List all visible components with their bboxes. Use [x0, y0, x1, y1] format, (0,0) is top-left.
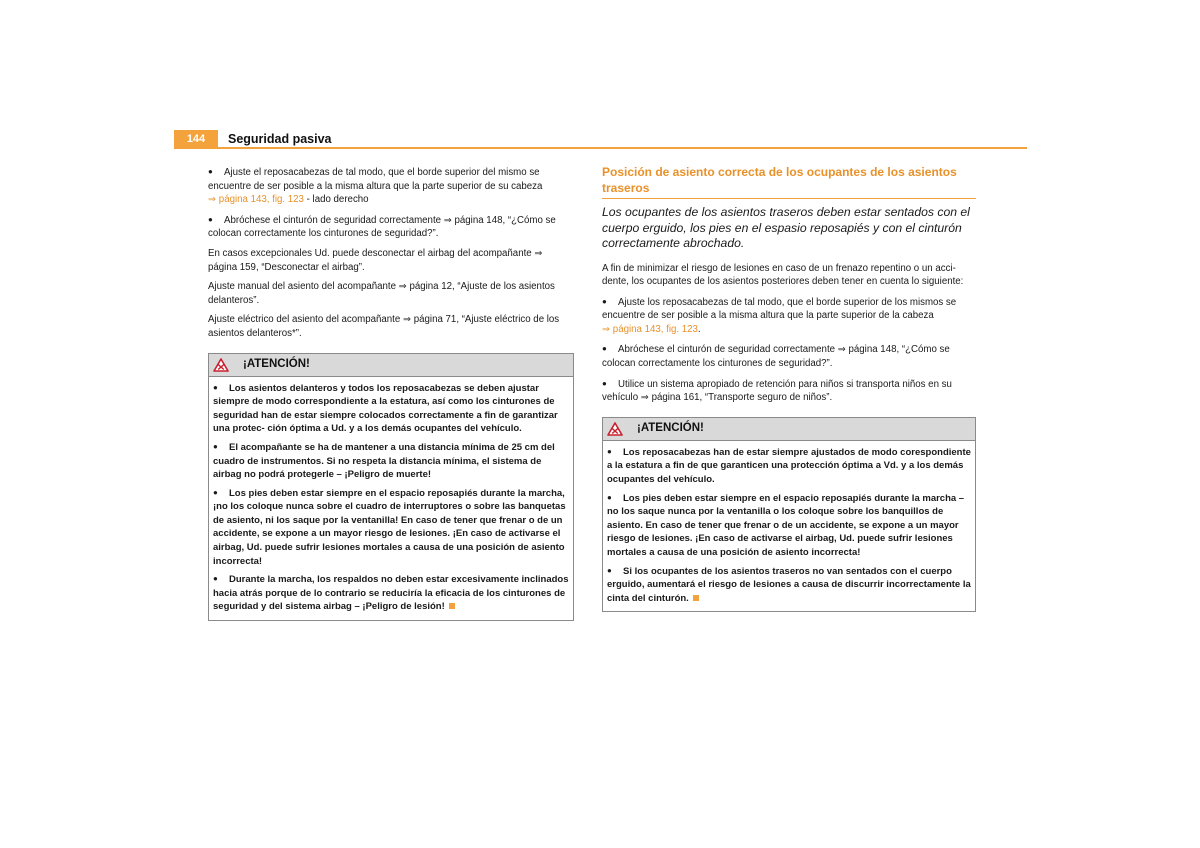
warning-text: Si los ocupantes de los asientos traseros no van sentados con el cuerpo erguido, aumentará el riesgo de lesiones a causa de discurrir incorrectamente la cinta del cinturón.: [607, 565, 971, 604]
right-column: [602, 165, 976, 612]
bullet-icon: ●: [607, 492, 612, 502]
page-link[interactable]: ⇒ página 143, fig. 123: [208, 194, 304, 206]
bullet-icon: ●: [213, 382, 218, 392]
intro-paragraph: A fin de minimizar el riesgo de lesiones en caso de un frenazo repentino o un acci- dente, los ocupantes de los asientos posteriores deben tener en cuenta lo siguiente:: [602, 262, 964, 288]
bullet-item: [208, 213, 574, 241]
bullet-item: [602, 377, 976, 405]
warning-title: ¡ATENCIÓN!: [243, 357, 310, 370]
warning-box: [208, 353, 574, 622]
bullet-icon: ●: [208, 214, 213, 224]
bullet-item: [602, 295, 976, 337]
end-marker-icon: [693, 595, 699, 601]
warning-triangle-icon: [213, 358, 229, 372]
warning-text: El acompañante se ha de mantener a una distancia mínima de 25 cm del cuadro de instrumentos. Si no respeta la distancia mínima, el sistema de airbag no podrá protegerle – ¡Peligro de muerte!: [213, 441, 555, 481]
warning-item: [213, 381, 569, 436]
bullet-icon: ●: [607, 565, 612, 575]
bullet-icon: ●: [213, 487, 218, 497]
warning-item: [213, 572, 569, 614]
bullet-icon: ●: [602, 378, 607, 388]
warning-item: [607, 491, 971, 560]
warning-body: [603, 441, 975, 612]
bullet-text: Ajuste los reposacabezas de tal modo, que el borde superior de los mismos se encuentre de ser posible a la misma altura que la parte superior de la cabeza: [602, 296, 957, 322]
warning-item: [213, 440, 569, 482]
bullet-icon: ●: [213, 441, 218, 451]
header-rule: [174, 147, 1027, 149]
bullet-item: [208, 165, 574, 207]
warning-header: [209, 354, 573, 377]
paragraph: En casos excepcionales Ud. puede desconectar el airbag del acompañante ⇒ página 159, “Desconectar el airbag”.: [208, 247, 543, 273]
page-link[interactable]: ⇒ página 143, fig. 123: [602, 323, 698, 335]
end-marker-icon: [449, 603, 455, 609]
bullet-text: Abróchese el cinturón de seguridad correctamente ⇒ página 148, “¿Cómo se colocan correctamente los cinturones de seguridad?”.: [208, 214, 556, 240]
chapter-title: Seguridad pasiva: [228, 132, 332, 146]
bullet-tail: .: [697, 323, 701, 335]
bullet-icon: ●: [208, 167, 213, 176]
lead-paragraph: Los ocupantes de los asientos traseros deben estar sentados con el cuerpo erguido, los pies en el espasio reposapiés y con el cinturón correctamente abrochado.: [602, 205, 970, 250]
warning-title: ¡ATENCIÓN!: [637, 422, 704, 435]
warning-item: [607, 564, 971, 606]
left-column: [208, 165, 574, 621]
warning-body: [209, 377, 573, 621]
bullet-text: Ajuste el reposacabezas de tal modo, que el borde superior del mismo se encuentre de ser posible a la misma altura que la parte superior de su cabeza: [208, 167, 543, 192]
warning-text: Los reposacabezas han de estar siempre ajustados de modo corespondiente a la estatura a fin de que garanticen una protección óptima a Vd. y a los demás ocupantes del vehículo.: [607, 446, 971, 486]
warning-text: Los asientos delanteros y todos los reposacabezas se deben ajustar siempre de modo correspondiente a la estatura, así como los cinturones de seguridad han de estar siempre colocados correctamente a fin de garantizar una protec- ción óptima a Ud. y a los demás ocupantes del vehículo.: [213, 382, 558, 435]
warning-triangle-icon: [607, 422, 623, 436]
bullet-icon: ●: [213, 574, 218, 584]
warning-text: Durante la marcha, los respaldos no deben estar excesivamente inclinados hacia atrás porque de lo contrario se reduciría la eficacia de los cinturones de seguridad y del sistema airbag – ¡Peligro de lesión!: [213, 574, 569, 613]
bullet-text: Abróchese el cinturón de seguridad correctamente ⇒ página 148, “¿Cómo se colocan correctamente los cinturones de seguridad?”.: [602, 344, 950, 370]
warning-item: [607, 445, 971, 487]
warning-text: Los pies deben estar siempre en el espacio reposapiés durante la marcha, ¡no los coloque nunca sobre el cuadro de interruptores o sobre las banquetas de asiento, ni los saque por la ventanilla! En caso de tener que frenar o de un accidente, se expone a un mayor riesgo de lesiones. ¡En caso de activarse el airbag, Ud. puede sufrir lesiones mortales a causa de una posición de asiento incorrecta!: [213, 487, 566, 567]
warning-box: [602, 417, 976, 613]
warning-header: [603, 418, 975, 441]
paragraph: Ajuste eléctrico del asiento del acompañante ⇒ página 71, “Ajuste eléctrico de los asientos delanteros*”.: [208, 314, 560, 339]
bullet-item: [602, 342, 976, 370]
section-title: Posición de asiento correcta de los ocupantes de los asientos traseros: [602, 165, 976, 199]
warning-item: [213, 486, 569, 569]
page-number: 144: [174, 130, 218, 149]
bullet-icon: ●: [602, 344, 607, 354]
paragraph: Ajuste manual del asiento del acompañante ⇒ página 12, “Ajuste de los asientos delanteros”.: [208, 281, 555, 306]
bullet-icon: ●: [602, 296, 607, 306]
bullet-icon: ●: [607, 446, 612, 456]
bullet-text: Utilice un sistema apropiado de retención para niños si transporta niños en su vehículo ⇒ página 161, “Transporte seguro de niños”.: [602, 378, 952, 404]
warning-text: Los pies deben estar siempre en el espacio reposapiés durante la marcha – no los saque nunca por la ventanilla o los coloque sobre los banquillos de asiento. En caso de tener que frenar o de un accidente, se expone a un mayor riesgo de lesiones. ¡En caso de activarse el airbag, Ud. puede sufrir lesiones mortales a causa de una posición de asiento incorrecta!: [607, 492, 965, 558]
bullet-tail: - lado derecho: [306, 194, 369, 206]
